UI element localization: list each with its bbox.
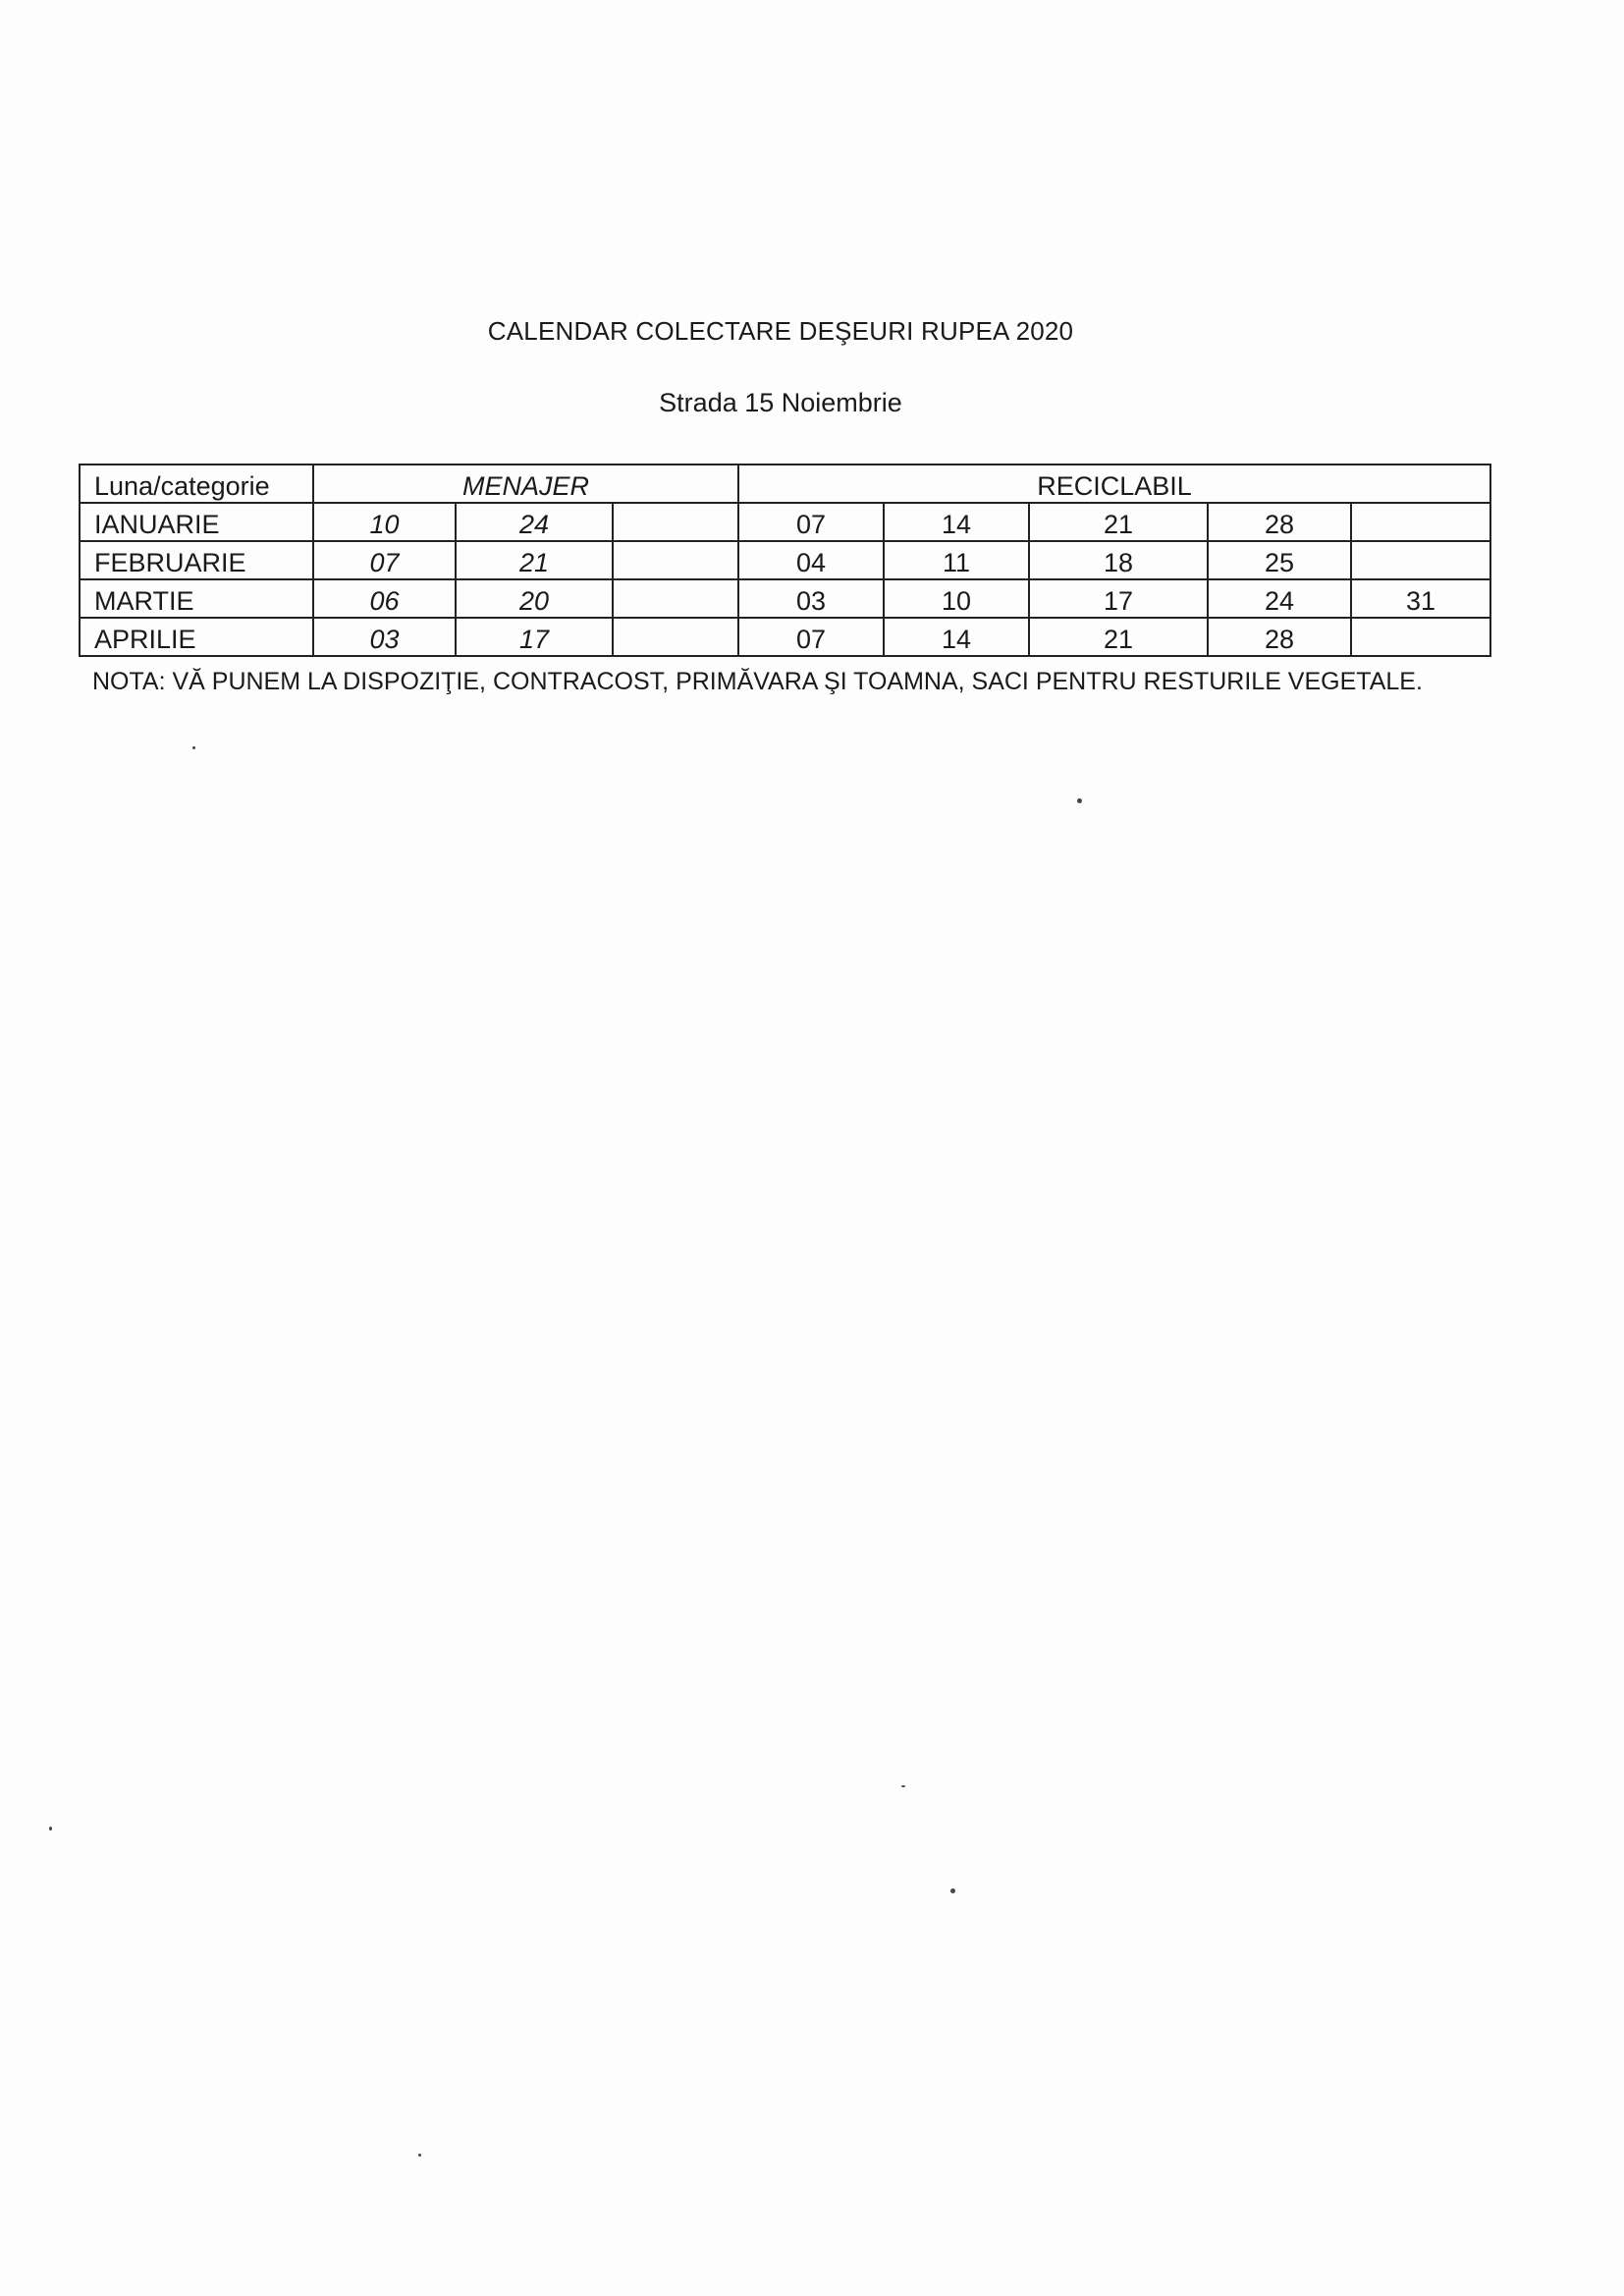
table-row xyxy=(80,618,1490,656)
scan-speck xyxy=(192,746,195,749)
scan-speck xyxy=(49,1827,52,1831)
collection-schedule-table xyxy=(79,464,1491,657)
table-row xyxy=(80,579,1490,618)
scan-speck xyxy=(901,1785,905,1787)
menajer-date: 17 xyxy=(456,618,613,656)
menajer-date: 21 xyxy=(456,541,613,579)
reciclabil-date: 28 xyxy=(1208,503,1351,541)
footnote: NOTA: VĂ PUNEM LA DISPOZIŢIE, CONTRACOST, PRIMĂVARA ŞI TOAMNA, SACI PENTRU RESTURILE VEGETALE. xyxy=(92,668,1423,695)
menajer-date: 03 xyxy=(313,618,456,656)
month-label: MARTIE xyxy=(80,579,313,618)
reciclabil-date xyxy=(1351,618,1490,656)
table-row xyxy=(80,503,1490,541)
menajer-date xyxy=(613,541,738,579)
menajer-date: 06 xyxy=(313,579,456,618)
reciclabil-date: 18 xyxy=(1029,541,1208,579)
reciclabil-date: 10 xyxy=(884,579,1029,618)
menajer-date: 07 xyxy=(313,541,456,579)
reciclabil-date: 07 xyxy=(738,503,884,541)
reciclabil-date: 11 xyxy=(884,541,1029,579)
reciclabil-date: 14 xyxy=(884,503,1029,541)
scan-speck xyxy=(1077,798,1082,803)
corner-label: Luna/categorie xyxy=(80,465,313,503)
month-label: APRILIE xyxy=(80,618,313,656)
reciclabil-header: RECICLABIL xyxy=(738,465,1490,503)
menajer-date: 10 xyxy=(313,503,456,541)
reciclabil-date: 21 xyxy=(1029,503,1208,541)
reciclabil-date: 14 xyxy=(884,618,1029,656)
document-title: CALENDAR COLECTARE DEŞEURI RUPEA 2020 xyxy=(487,316,1074,346)
reciclabil-date: 03 xyxy=(738,579,884,618)
menajer-date xyxy=(613,618,738,656)
scan-speck xyxy=(418,2154,421,2157)
scan-speck xyxy=(950,1888,955,1893)
reciclabil-date: 17 xyxy=(1029,579,1208,618)
table-header-row xyxy=(80,465,1490,503)
menajer-date xyxy=(613,503,738,541)
menajer-date: 24 xyxy=(456,503,613,541)
reciclabil-date: 28 xyxy=(1208,618,1351,656)
menajer-date xyxy=(613,579,738,618)
reciclabil-date: 25 xyxy=(1208,541,1351,579)
street-subtitle: Strada 15 Noiembrie xyxy=(659,388,902,417)
menajer-header: MENAJER xyxy=(313,465,738,503)
reciclabil-date: 07 xyxy=(738,618,884,656)
month-label: IANUARIE xyxy=(80,503,313,541)
reciclabil-date: 24 xyxy=(1208,579,1351,618)
reciclabil-date: 04 xyxy=(738,541,884,579)
reciclabil-date: 21 xyxy=(1029,618,1208,656)
month-label: FEBRUARIE xyxy=(80,541,313,579)
reciclabil-date: 31 xyxy=(1351,579,1490,618)
table-row xyxy=(80,541,1490,579)
menajer-date: 20 xyxy=(456,579,613,618)
reciclabil-date xyxy=(1351,541,1490,579)
reciclabil-date xyxy=(1351,503,1490,541)
